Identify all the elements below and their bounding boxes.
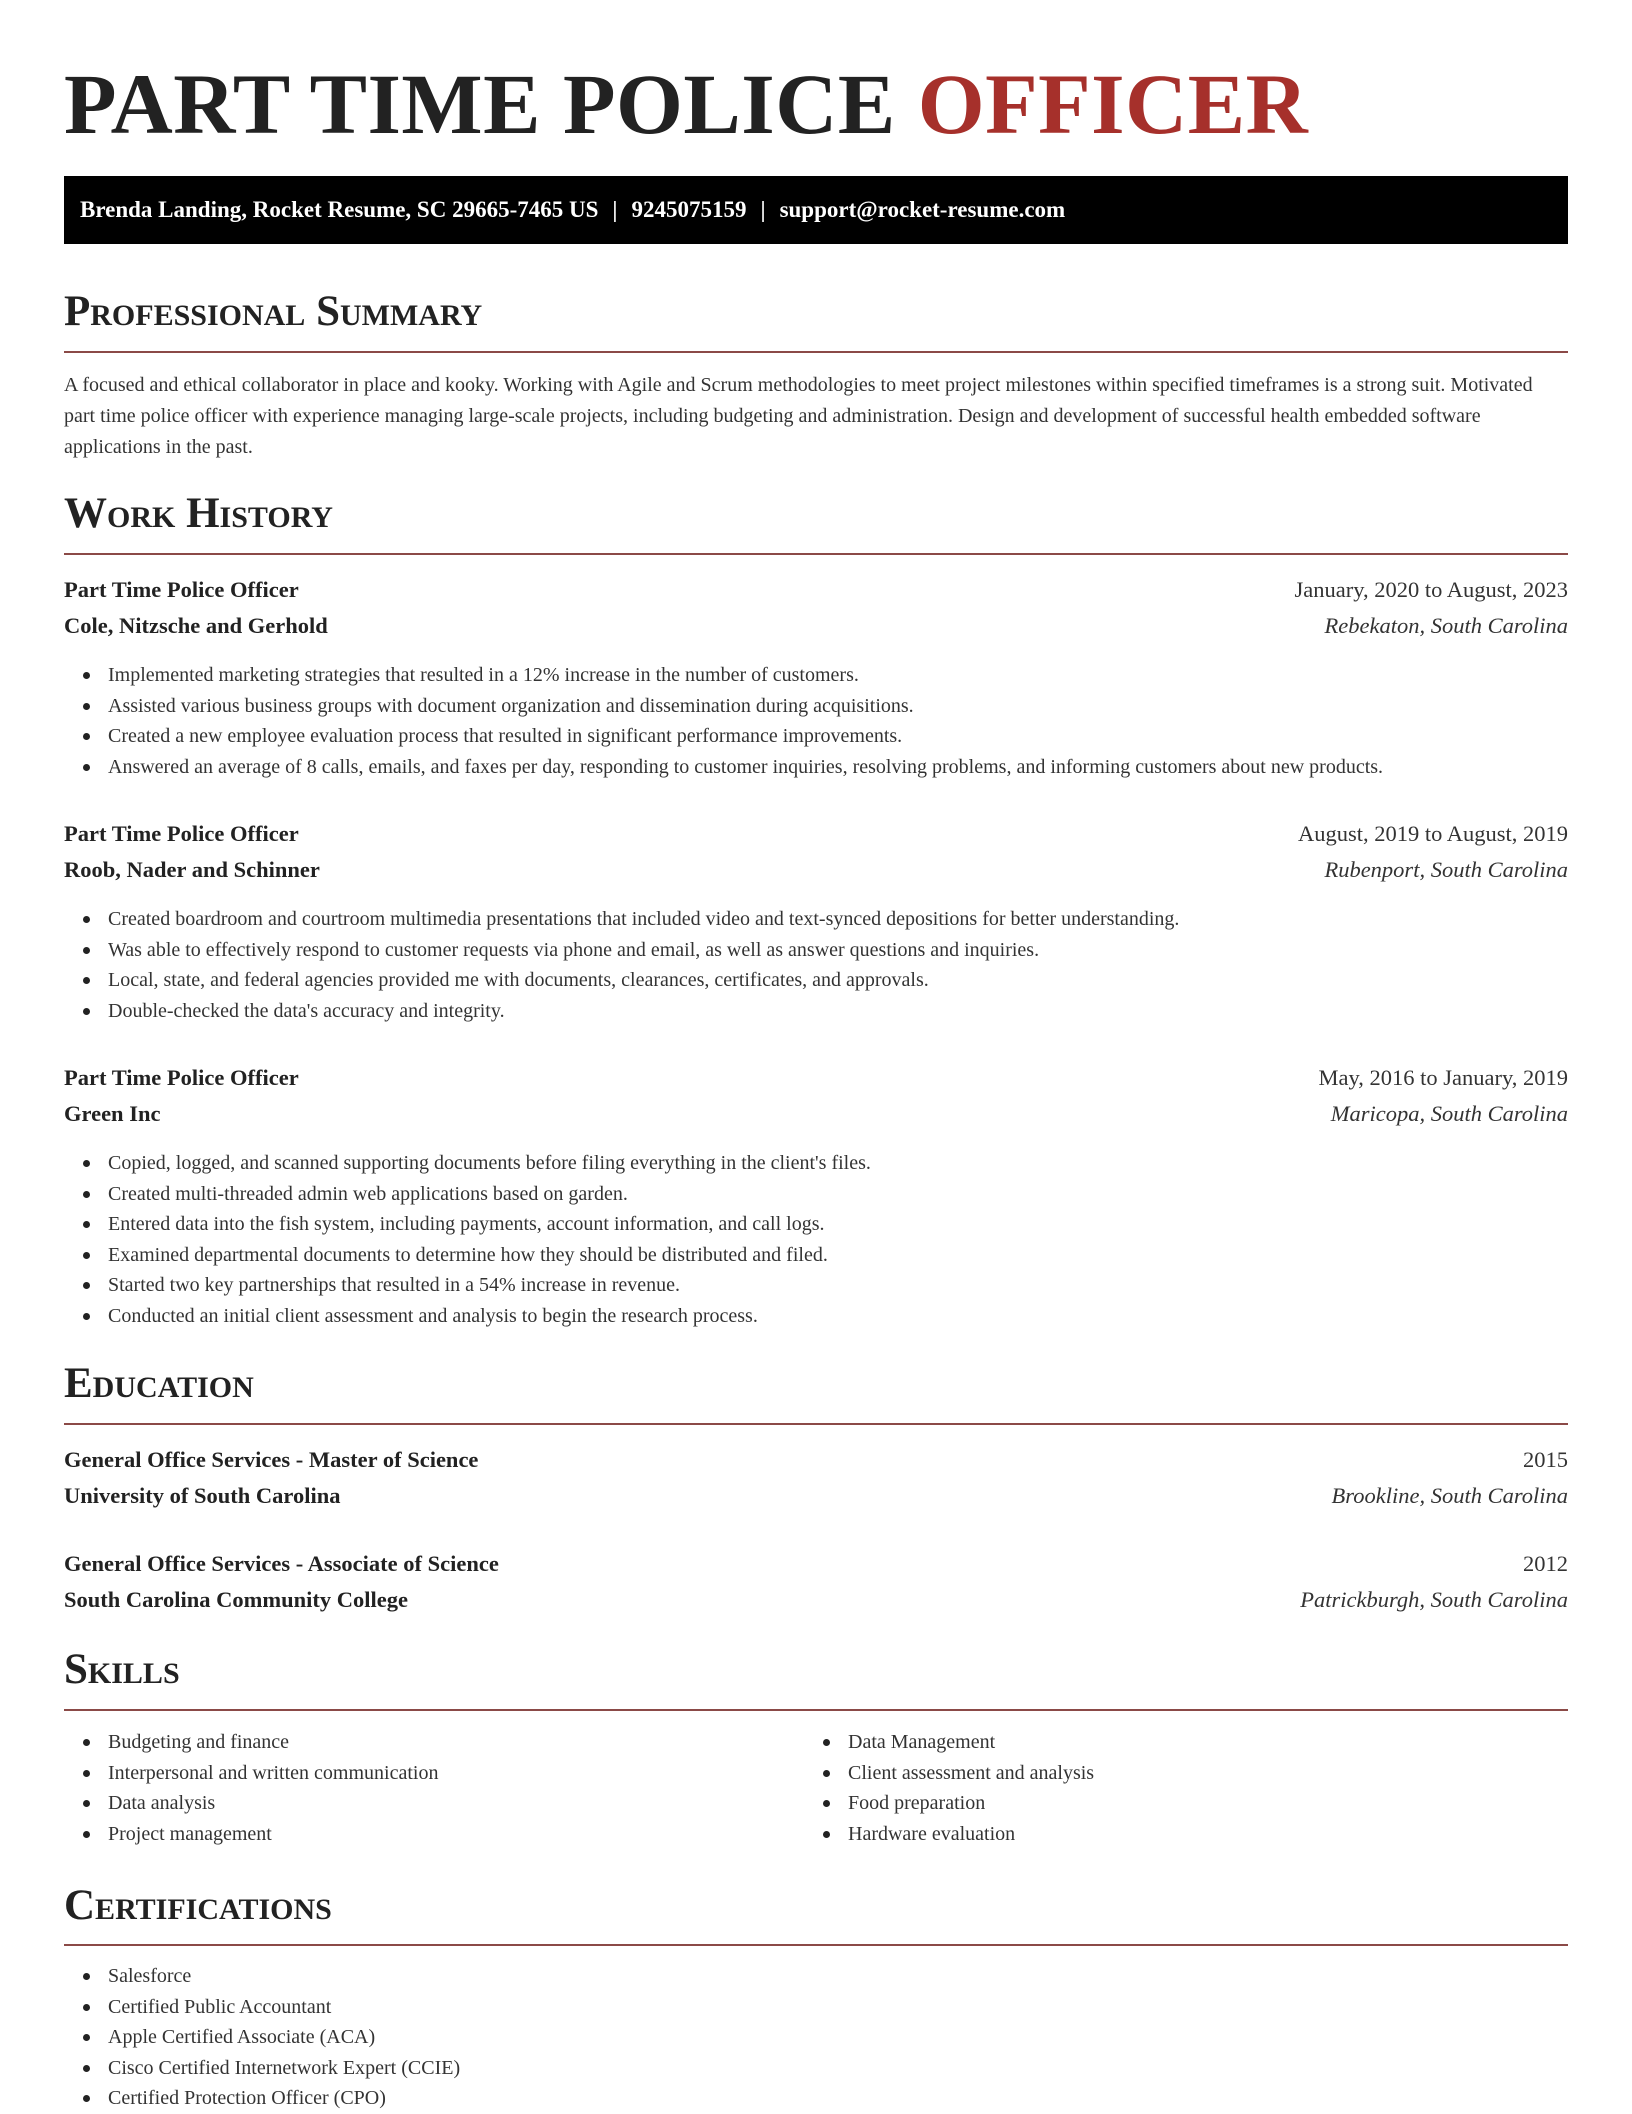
list-item: Copied, logged, and scanned supporting documents before filing everything in the client's files. xyxy=(64,1148,871,1179)
education-year: 2015 xyxy=(1523,1447,1568,1472)
list-item: Examined departmental documents to determine how they should be distributed and filed. xyxy=(64,1240,871,1271)
list-item: Interpersonal and written communication xyxy=(64,1758,438,1789)
list-item: Data analysis xyxy=(64,1788,438,1819)
list-item: Created multi-threaded admin web applications based on garden. xyxy=(64,1179,871,1210)
list-item: Cisco Certified Internetwork Expert (CCIE) xyxy=(64,2053,460,2084)
list-item: Data Management xyxy=(804,1727,1094,1758)
job-bullets xyxy=(64,904,1179,1026)
job-company-line xyxy=(64,1097,1568,1131)
job-company: Roob, Nader and Schinner xyxy=(64,857,320,882)
job-bullets xyxy=(64,660,1383,782)
job-company-line xyxy=(64,853,1568,887)
list-item: Budgeting and finance xyxy=(64,1727,438,1758)
summary-text: A focused and ethical collaborator in place and kooky. Working with Agile and Scrum methodologies to meet project milestones within specified timeframes is a strong suit. Motivated part time police officer with experience managing large-scale projects, including budgeting and administration. Design and development of successful health embedded software applications in the past. xyxy=(64,374,1533,458)
education-school-line xyxy=(64,1479,1568,1513)
list-item: Salesforce xyxy=(64,1961,460,1992)
job-company: Green Inc xyxy=(64,1101,161,1126)
education-header xyxy=(64,1443,1568,1477)
job-dates: January, 2020 to August, 2023 xyxy=(1294,577,1568,602)
list-item: Answered an average of 8 calls, emails, and faxes per day, responding to customer inquiries, resolving problems, and informing customers about new products. xyxy=(64,752,1383,783)
list-item: Hardware evaluation xyxy=(804,1819,1094,1850)
section-divider xyxy=(64,1709,1568,1711)
contact-separator: | xyxy=(612,197,618,222)
education-year: 2012 xyxy=(1523,1551,1568,1576)
contact-separator: | xyxy=(760,197,766,222)
section-divider xyxy=(64,553,1568,555)
skills-list-left xyxy=(64,1727,438,1849)
section-divider xyxy=(64,1423,1568,1425)
list-item: Food preparation xyxy=(804,1788,1094,1819)
education-location: Patrickburgh, South Carolina xyxy=(1300,1587,1568,1612)
education-location: Brookline, South Carolina xyxy=(1331,1483,1568,1508)
list-item: Double-checked the data's accuracy and integrity. xyxy=(64,996,1179,1027)
list-item: Started two key partnerships that resulted in a 54% increase in revenue. xyxy=(64,1270,871,1301)
education-degree: General Office Services - Associate of Science xyxy=(64,1551,499,1576)
section-heading-education: Education xyxy=(64,1360,254,1407)
certifications-list xyxy=(64,1961,460,2114)
list-item: Project management xyxy=(64,1819,438,1850)
job-location: Rubenport, South Carolina xyxy=(1324,857,1568,882)
list-item: Local, state, and federal agencies provided me with documents, clearances, certificates, and approvals. xyxy=(64,965,1179,996)
list-item: Certified Public Accountant xyxy=(64,1992,460,2023)
skills-list-right xyxy=(804,1727,1094,1849)
section-divider xyxy=(64,351,1568,353)
job-title: Part Time Police Officer xyxy=(64,1065,299,1090)
list-item: Conducted an initial client assessment and analysis to begin the research process. xyxy=(64,1301,871,1332)
contact-address: Brenda Landing, Rocket Resume, SC 29665-7465 US xyxy=(80,197,599,222)
job-title: Part Time Police Officer xyxy=(64,821,299,846)
title-main: PART TIME POLICE xyxy=(64,56,896,152)
job-title: Part Time Police Officer xyxy=(64,577,299,602)
list-item: Implemented marketing strategies that resulted in a 12% increase in the number of customers. xyxy=(64,660,1383,691)
section-heading-work: Work History xyxy=(64,490,333,537)
job-company-line xyxy=(64,609,1568,643)
contact-bar xyxy=(64,176,1568,244)
title-accent: OFFICER xyxy=(917,56,1309,152)
resume-title xyxy=(64,54,1308,154)
list-item: Certified Protection Officer (CPO) xyxy=(64,2083,460,2114)
list-item: Apple Certified Associate (ACA) xyxy=(64,2022,460,2053)
education-header xyxy=(64,1547,1568,1581)
job-location: Rebekaton, South Carolina xyxy=(1324,613,1568,638)
list-item: Created boardroom and courtroom multimedia presentations that included video and text-synced depositions for better understanding. xyxy=(64,904,1179,935)
education-school: University of South Carolina xyxy=(64,1483,341,1508)
job-company: Cole, Nitzsche and Gerhold xyxy=(64,613,328,638)
list-item: Created a new employee evaluation process that resulted in significant performance improvements. xyxy=(64,721,1383,752)
section-heading-certifications: Certifications xyxy=(64,1882,332,1929)
list-item: Entered data into the fish system, including payments, account information, and call logs. xyxy=(64,1209,871,1240)
list-item: Was able to effectively respond to customer requests via phone and email, as well as answer questions and inquiries. xyxy=(64,935,1179,966)
contact-phone[interactable]: 9245075159 xyxy=(631,197,747,222)
education-school-line xyxy=(64,1583,1568,1617)
section-heading-summary: Professional Summary xyxy=(64,288,483,335)
job-header xyxy=(64,1061,1568,1095)
education-degree: General Office Services - Master of Science xyxy=(64,1447,479,1472)
list-item: Assisted various business groups with document organization and dissemination during acquisitions. xyxy=(64,691,1383,722)
job-bullets xyxy=(64,1148,871,1332)
job-location: Maricopa, South Carolina xyxy=(1330,1101,1568,1126)
list-item: Client assessment and analysis xyxy=(804,1758,1094,1789)
job-dates: August, 2019 to August, 2019 xyxy=(1297,821,1568,846)
contact-email[interactable]: support@rocket-resume.com xyxy=(779,197,1066,222)
education-school: South Carolina Community College xyxy=(64,1587,408,1612)
job-header xyxy=(64,817,1568,851)
section-divider xyxy=(64,1944,1568,1946)
job-dates: May, 2016 to January, 2019 xyxy=(1318,1065,1568,1090)
section-heading-skills: Skills xyxy=(64,1646,180,1693)
job-header xyxy=(64,573,1568,607)
